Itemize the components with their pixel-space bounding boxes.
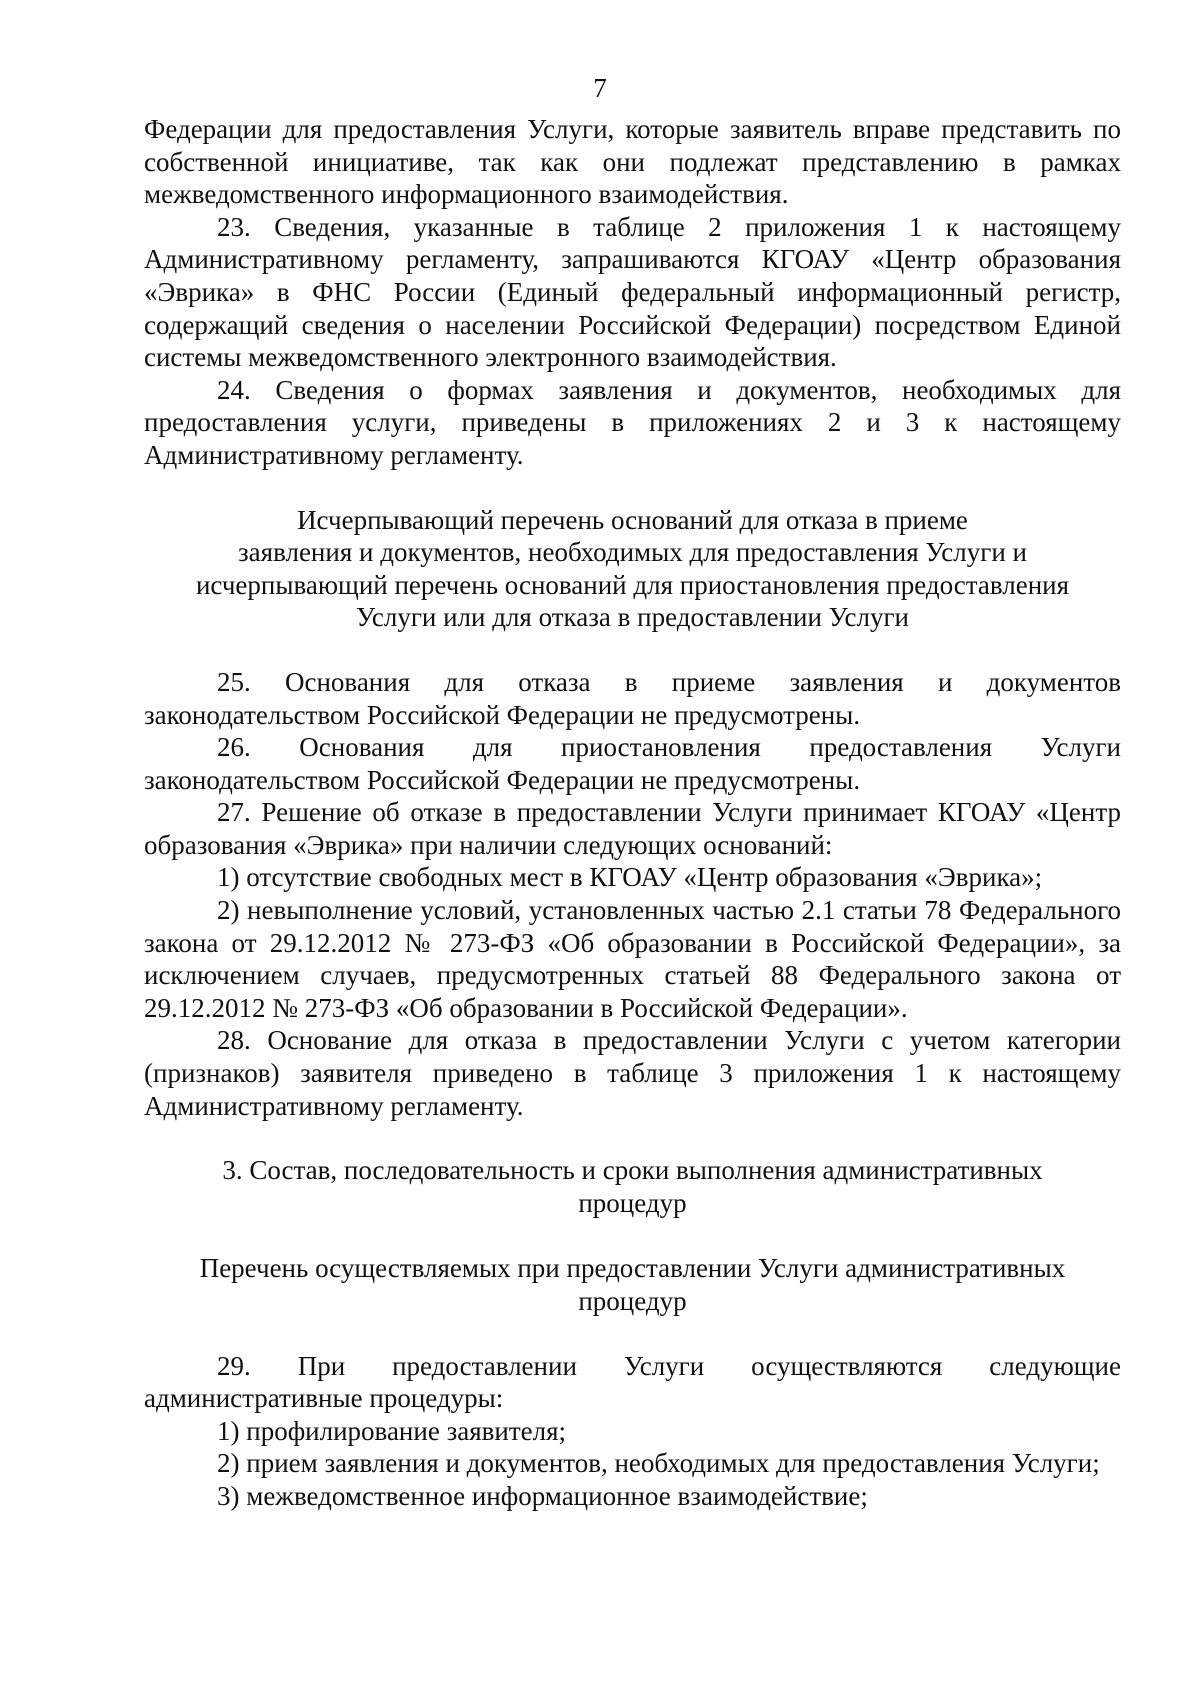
document-body: [144, 113, 1121, 1513]
heading-line: 3. Состав, последовательность и сроки выполнения административных: [222, 1155, 1043, 1186]
paragraph-27-item-2: 2) невыполнение условий, установленных частью 2.1 статьи 78 Федерального закона от 29.12.2012 № 273-ФЗ «Об образовании в Российской Федерации», за исключением случаев, предусмотренных статьей 88 Федерального закона от 29.12.2012 № 273-ФЗ «Об образовании в Российской Федерации».: [144, 895, 1121, 1023]
paragraph-28: 28. Основание для отказа в предоставлении Услуги с учетом категории (признаков) заявителя приведено в таблице 3 приложения 1 к настоящему Административному регламенту.: [144, 1025, 1121, 1121]
section-heading-refusal-grounds: [144, 504, 1121, 634]
paragraph-29: 29. При предоставлении Услуги осуществляются следующие административные процедуры:: [144, 1350, 1121, 1414]
subsection-heading-procedures-list: [144, 1252, 1121, 1317]
paragraph-29-item-3: 3) межведомственное информационное взаимодействие;: [217, 1480, 868, 1511]
paragraph-25: 25. Основания для отказа в приеме заявления и документов законодательством Российской Федерации не предусмотрены.: [144, 666, 1121, 730]
heading-line: заявления и документов, необходимых для предоставления Услуги и: [238, 537, 1027, 568]
heading-line: процедур: [578, 1286, 687, 1316]
paragraph-27-item-1: 1) отсутствие свободных мест в КГОАУ «Центр образования «Эврика»;: [217, 862, 1043, 893]
paragraph-29-item-2: 2) прием заявления и документов, необходимых для предоставления Услуги;: [217, 1448, 1100, 1479]
heading-line: Перечень осуществляемых при предоставлении Услуги административных: [199, 1253, 1066, 1284]
page-number: 7: [593, 73, 607, 103]
paragraph-29-item-1: 1) профилирование заявителя;: [217, 1415, 567, 1446]
paragraph-26: 26. Основания для приостановления предоставления Услуги законодательством Российской Федерации не предусмотрены.: [144, 732, 1121, 795]
paragraph-27: 27. Решение об отказе в предоставлении Услуги принимает КГОАУ «Центр образования «Эврика» при наличии следующих оснований:: [144, 797, 1121, 860]
heading-line: Исчерпывающий перечень оснований для отказа в приеме: [297, 504, 968, 535]
paragraph-23: 23. Сведения, указанные в таблице 2 приложения 1 к настоящему Административному регламенту, запрашиваются КГОАУ «Центр образования «Эврика» в ФНС России (Единый федеральный информационный регистр, содержащий сведения о населении Российской Федерации) посредством Единой системы межведомственного электронного взаимодействия.: [144, 211, 1121, 373]
heading-line: Услуги или для отказа в предоставлении Услуги: [355, 602, 910, 633]
heading-line: исчерпывающий перечень оснований для приостановления предоставления: [195, 569, 1070, 600]
heading-line: процедур: [578, 1187, 687, 1218]
paragraph-24: 24. Сведения о формах заявления и документов, необходимых для предоставления услуги, приведены в приложениях 2 и 3 к настоящему Административному регламенту.: [144, 374, 1121, 470]
section-heading-administrative-procedures: [144, 1154, 1121, 1219]
paragraph-continuation: Федерации для предоставления Услуги, которые заявитель вправе представить по собственной инициативе, так как они подлежат представлению в рамках межведомственного информационного взаимодействия.: [144, 114, 1121, 210]
